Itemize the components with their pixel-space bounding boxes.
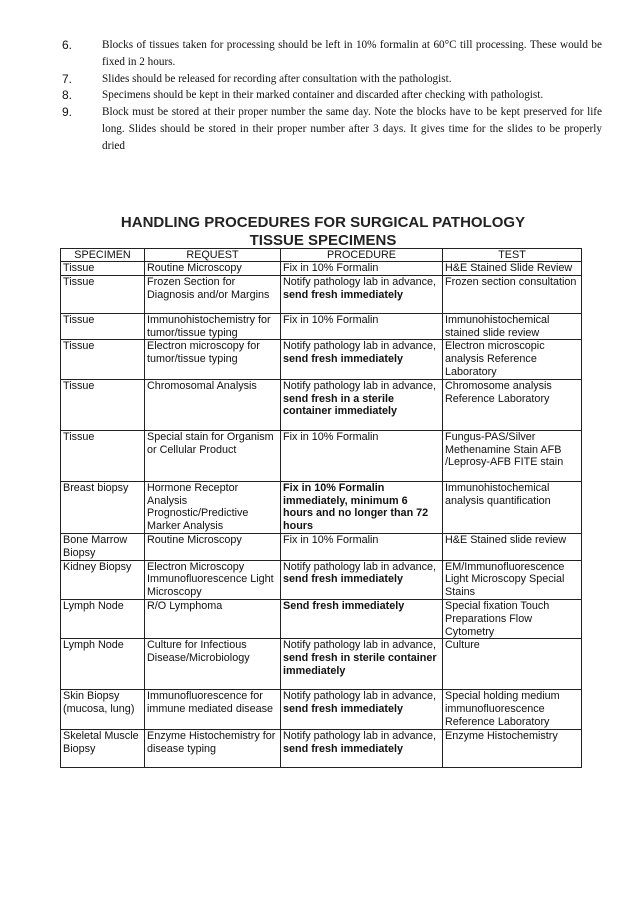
- cell-test: Special holding medium immunofluorescence Reference Laboratory: [443, 690, 582, 729]
- list-item-text: Slides should be released for recording after consultation with the pathologist.: [102, 72, 452, 85]
- cell-request: Culture for Infectious Disease/Microbiology: [145, 639, 281, 690]
- cell-specimen: Skin Biopsy (mucosa, lung): [61, 690, 145, 729]
- procedure-emphasis: Fix in 10% Formalin immediately, minimum 6 hours and no longer than 72 hours: [283, 481, 429, 533]
- procedure-text: Notify pathology lab in advance,: [283, 729, 437, 742]
- cell-request: Immunohistochemistry for tumor/tissue typing: [145, 313, 281, 340]
- cell-test: Electron microscopic analysis Reference Laboratory: [443, 340, 582, 379]
- cell-request: Special stain for Organism or Cellular Product: [145, 430, 281, 481]
- cell-test: H&E Stained slide review: [443, 533, 582, 560]
- cell-procedure: [281, 729, 443, 767]
- cell-request: Electron microscopy for tumor/tissue typing: [145, 340, 281, 379]
- handling-procedures-table: [60, 248, 582, 768]
- cell-specimen: Lymph Node: [61, 639, 145, 690]
- cell-specimen: Tissue: [61, 430, 145, 481]
- table-row: [61, 533, 582, 560]
- list-item-text: Specimens should be kept in their marked container and discarded after checking with pathologist.: [102, 89, 544, 102]
- cell-procedure: [281, 340, 443, 379]
- cell-specimen: Tissue: [61, 275, 145, 313]
- list-item-number: 8.: [62, 88, 73, 103]
- cell-procedure: [281, 379, 443, 430]
- list-item-text: Blocks of tissues taken for processing should be left in 10% formalin at 60°C till processing. These would be fixed in 2 hours.: [102, 39, 602, 68]
- table-row: [61, 275, 582, 313]
- table-row: [61, 729, 582, 767]
- cell-specimen: Tissue: [61, 313, 145, 340]
- cell-procedure: [281, 533, 443, 560]
- cell-request: R/O Lymphoma: [145, 599, 281, 638]
- cell-procedure: [281, 481, 443, 533]
- cell-test: H&E Stained Slide Review: [443, 262, 582, 276]
- table-header-row: [61, 249, 582, 262]
- cell-specimen: Tissue: [61, 379, 145, 430]
- procedure-text: Fix in 10% Formalin: [283, 313, 379, 326]
- cell-request: Routine Microscopy: [145, 262, 281, 276]
- table-row: [61, 560, 582, 599]
- procedure-text: Notify pathology lab in advance,: [283, 639, 437, 652]
- column-header-request: REQUEST: [145, 249, 281, 262]
- procedure-text: Notify pathology lab in advance,: [283, 560, 437, 573]
- cell-test: Culture: [443, 639, 582, 690]
- cell-test: Immunohistochemical stained slide review: [443, 313, 582, 340]
- table-row: [61, 481, 582, 533]
- cell-test: Immunohistochemical analysis quantification: [443, 481, 582, 533]
- procedure-text: Notify pathology lab in advance,: [283, 690, 437, 703]
- column-header-test: TEST: [443, 249, 582, 262]
- procedure-emphasis: send fresh in sterile container immediately: [283, 652, 437, 677]
- cell-request: Routine Microscopy: [145, 533, 281, 560]
- procedure-emphasis: send fresh immediately: [283, 288, 404, 301]
- table-row: [61, 379, 582, 430]
- table-row: [61, 313, 582, 340]
- column-header-procedure: PROCEDURE: [281, 249, 443, 262]
- cell-procedure: [281, 639, 443, 690]
- cell-test: Special fixation Touch Preparations Flow Cytometry: [443, 599, 582, 638]
- column-header-specimen: SPECIMEN: [61, 249, 145, 262]
- cell-procedure: [281, 313, 443, 340]
- cell-specimen: Lymph Node: [61, 599, 145, 638]
- procedure-emphasis: Send fresh immediately: [283, 599, 405, 612]
- procedure-text: Notify pathology lab in advance,: [283, 340, 437, 353]
- cell-test: Enzyme Histochemistry: [443, 729, 582, 767]
- table-row: [61, 690, 582, 729]
- table-row: [61, 340, 582, 379]
- table-row: [61, 430, 582, 481]
- cell-test: Fungus-PAS/Silver Methenamine Stain AFB /Leprosy-AFB FITE stain: [443, 430, 582, 481]
- cell-specimen: Skeletal Muscle Biopsy: [61, 729, 145, 767]
- cell-specimen: Kidney Biopsy: [61, 560, 145, 599]
- procedure-text: Fix in 10% Formalin: [283, 533, 379, 546]
- list-item: [62, 71, 602, 88]
- cell-procedure: [281, 430, 443, 481]
- cell-specimen: Tissue: [61, 340, 145, 379]
- list-item-number: 6.: [62, 38, 73, 52]
- list-item: [62, 104, 602, 154]
- cell-procedure: [281, 262, 443, 276]
- cell-procedure: [281, 690, 443, 729]
- procedure-emphasis: send fresh in a sterile container immediately: [283, 392, 398, 418]
- cell-request: Hormone Receptor Analysis Prognostic/Predictive Marker Analysis: [145, 481, 281, 533]
- cell-request: Electron Microscopy Immunofluorescence Light Microscopy: [145, 560, 281, 599]
- cell-request: Frozen Section for Diagnosis and/or Margins: [145, 275, 281, 313]
- cell-request: Immunofluorescence for immune mediated disease: [145, 690, 281, 729]
- table-title: HANDLING PROCEDURES FOR SURGICAL PATHOLOGY: [120, 214, 526, 231]
- numbered-notes-list: [62, 37, 602, 155]
- cell-test: Frozen section consultation: [443, 275, 582, 313]
- cell-procedure: [281, 599, 443, 638]
- list-item-number: 7.: [62, 71, 73, 86]
- table-body: [61, 262, 582, 768]
- cell-procedure: [281, 560, 443, 599]
- cell-specimen: Tissue: [61, 262, 145, 276]
- cell-procedure: [281, 275, 443, 313]
- procedure-text: Notify pathology lab in advance,: [283, 275, 437, 288]
- procedure-emphasis: send fresh immediately: [283, 573, 404, 586]
- list-item-text: Block must be stored at their proper number the same day. Note the blocks have to be kept preserved for life long. Slides should be stored in their proper number after 3 days. It gives time for the slides to be properly dried: [102, 106, 602, 152]
- procedure-text: Notify pathology lab in advance,: [283, 379, 437, 392]
- list-item: [62, 37, 602, 71]
- procedure-emphasis: send fresh immediately: [283, 703, 404, 716]
- procedure-emphasis: send fresh immediately: [283, 742, 404, 755]
- procedure-emphasis: send fresh immediately: [283, 353, 404, 366]
- cell-test: EM/Immunofluorescence Light Microscopy Special Stains: [443, 560, 582, 599]
- table-row: [61, 639, 582, 690]
- procedure-text: Fix in 10% Formalin: [283, 262, 379, 274]
- cell-request: Enzyme Histochemistry for disease typing: [145, 729, 281, 767]
- cell-specimen: Breast biopsy: [61, 481, 145, 533]
- table-row: [61, 262, 582, 276]
- cell-request: Chromosomal Analysis: [145, 379, 281, 430]
- cell-test: Chromosome analysis Reference Laboratory: [443, 379, 582, 430]
- procedure-text: Fix in 10% Formalin: [283, 430, 379, 443]
- table-row: [61, 599, 582, 638]
- list-item: [62, 87, 602, 104]
- table-subtitle: TISSUE SPECIMENS: [249, 232, 397, 249]
- cell-specimen: Bone Marrow Biopsy: [61, 533, 145, 560]
- list-item-number: 9.: [62, 105, 73, 120]
